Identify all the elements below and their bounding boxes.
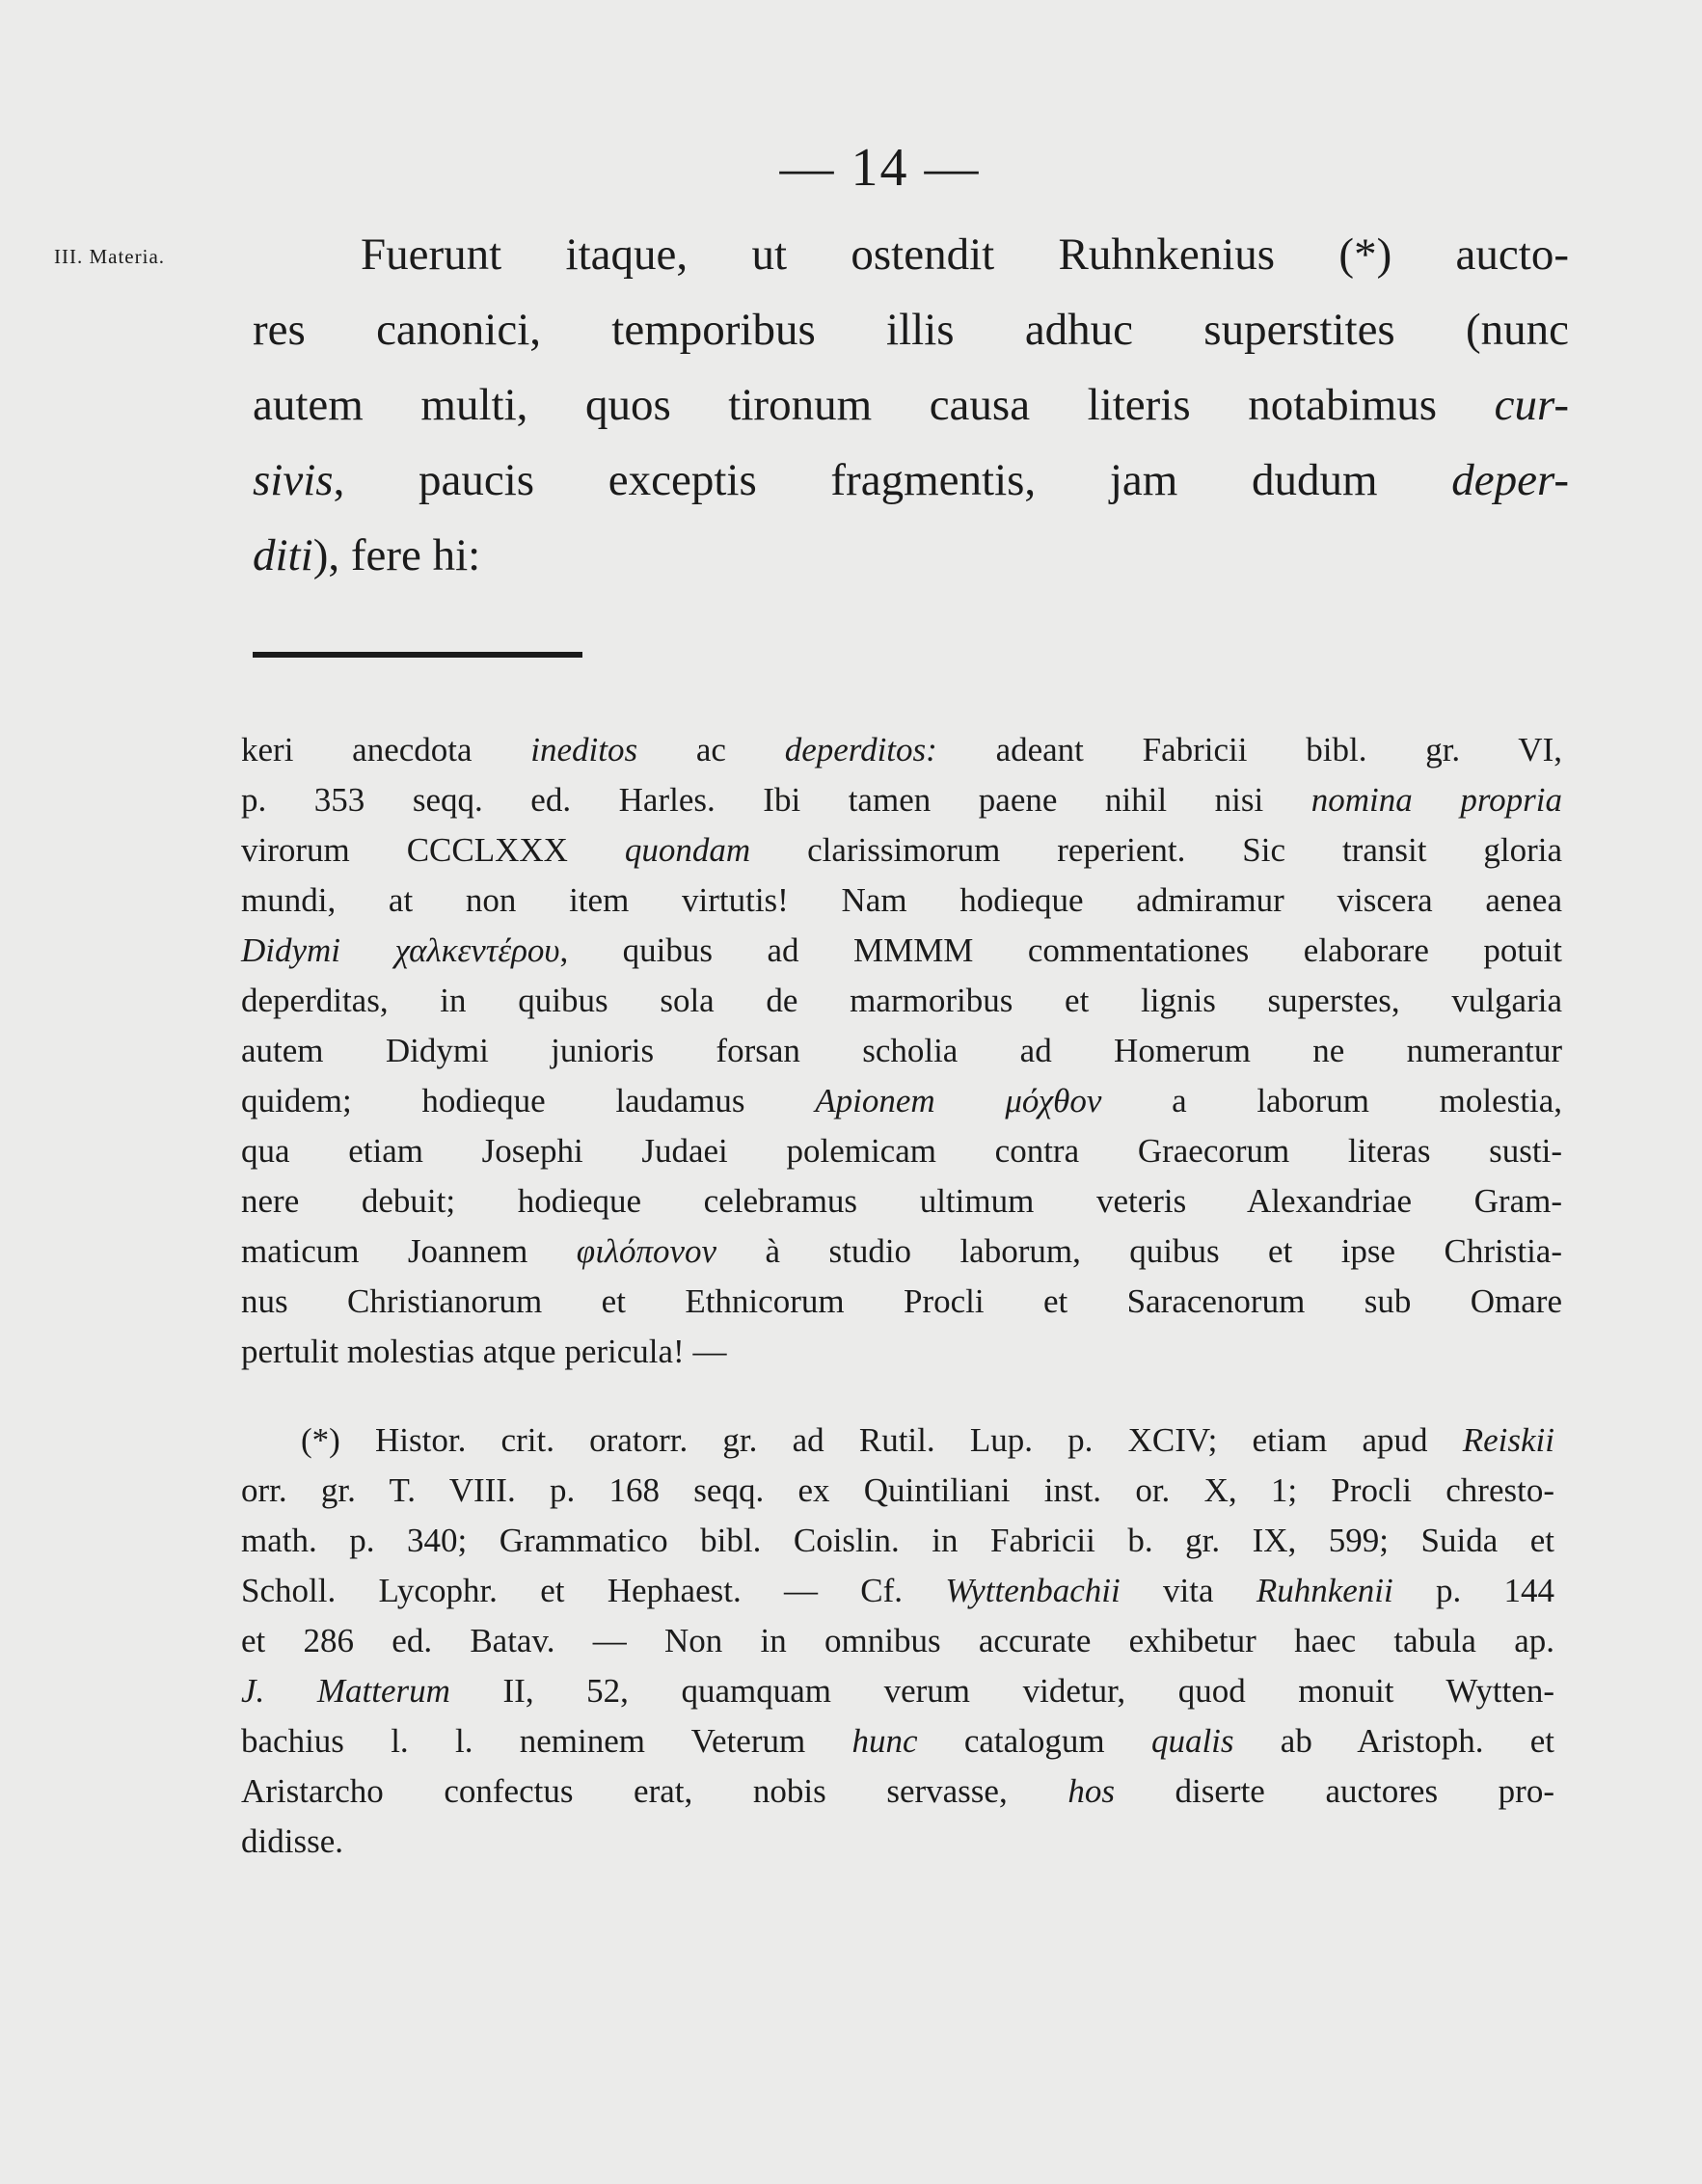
text-line: Fuerunt itaque, ut ostendit Ruhnkenius (*) aucto- (361, 229, 1569, 280)
italic-text: quondam (624, 831, 751, 869)
page-number: — 14 — (779, 138, 981, 198)
italic-text: qualis (1150, 1722, 1234, 1760)
italic-text: deperditos: (784, 731, 937, 768)
footnote (241, 1416, 1554, 1867)
italic-text: nomina propria (1310, 781, 1562, 819)
footnote-line: Aristarcho confectus erat, nobis servasse, hos diserte auctores pro- (241, 1772, 1554, 1810)
note-line: Didymi χαλκεντέρου, quibus ad MMMM commentationes elaborare potuit (241, 931, 1562, 969)
italic-text: hunc (851, 1722, 918, 1760)
footnote-line: orr. gr. T. VIII. p. 168 seqq. ex Quintiliani inst. or. X, 1; Procli chresto- (241, 1471, 1554, 1509)
footnote-line: didisse. (241, 1822, 343, 1860)
italic-text: ineditos (530, 731, 638, 768)
section-rule (253, 652, 582, 658)
footnote-line: Scholl. Lycophr. et Hephaest. — Cf. Wyttenbachii vita Ruhnkenii p. 144 (241, 1572, 1555, 1609)
text-line: diti), fere hi: (253, 530, 481, 580)
note-line: deperditas, in quibus sola de marmoribus et lignis superstes, vulgaria (241, 982, 1562, 1019)
text-line: sivis, paucis exceptis fragmentis, jam dudum deper- (253, 455, 1569, 505)
note-line: virorum CCCLXXX quondam clarissimorum reperient. Sic transit gloria (241, 831, 1563, 869)
note-line: p. 353 seqq. ed. Harles. Ibi tamen paene nihil nisi nomina propria (241, 781, 1562, 819)
note-line: mundi, at non item virtutis! Nam hodieque admiramur viscera aenea (241, 881, 1562, 919)
note-line: nere debuit; hodieque celebramus ultimum veteris Alexandriae Gram- (241, 1182, 1562, 1220)
italic-text: cur- (1494, 380, 1569, 430)
note-line: nus Christianorum et Ethnicorum Procli et Saracenorum sub Omare (241, 1282, 1562, 1320)
italic-text: Reiskii (1462, 1421, 1554, 1459)
italic-text: deper- (1451, 455, 1569, 505)
main-paragraph (253, 217, 1569, 593)
footnote-line: et 286 ed. Batav. — Non in omnibus accurate exhibetur haec tabula ap. (241, 1622, 1554, 1659)
italic-text: diti (253, 530, 313, 580)
note-line: quidem; hodieque laudamus Apionem μόχθον a laborum molestia, (241, 1082, 1562, 1119)
footnote-line: (*) Histor. crit. oratorr. gr. ad Rutil. Lup. p. XCIV; etiam apud Reiskii (301, 1421, 1554, 1459)
italic-text: J. Matterum (241, 1672, 450, 1710)
footnote-line: math. p. 340; Grammatico bibl. Coislin. in Fabricii b. gr. IX, 599; Suida et (241, 1522, 1554, 1559)
note-line: qua etiam Josephi Judaei polemicam contra Graecorum literas susti- (241, 1132, 1562, 1170)
note-line: autem Didymi junioris forsan scholia ad Homerum ne numerantur (241, 1032, 1562, 1069)
italic-text: Wyttenbachii (945, 1572, 1121, 1609)
note-line: maticum Joannem φιλόπονον à studio laborum, quibus et ipse Christia- (241, 1232, 1562, 1270)
italic-text: Ruhnkenii (1256, 1572, 1393, 1609)
note-line: pertulit molestias atque pericula! — (241, 1333, 727, 1370)
note-line: keri anecdota ineditos ac deperditos: adeant Fabricii bibl. gr. VI, (241, 731, 1562, 768)
footnote-line: J. Matterum II, 52, quamquam verum videtur, quod monuit Wytten- (241, 1672, 1554, 1710)
text-line: autem multi, quos tironum causa literis notabimus cur- (253, 380, 1569, 430)
italic-text: hos (1067, 1772, 1115, 1810)
margin-note: III. Materia. (54, 245, 166, 268)
italic-text: sivis (253, 455, 334, 505)
text-line: res canonici, temporibus illis adhuc superstites (nunc (253, 305, 1569, 355)
notes-paragraph (241, 725, 1562, 1377)
italic-text: Apionem μόχθον (815, 1082, 1102, 1119)
italic-text: φιλόπονον (576, 1232, 717, 1270)
italic-text: Didymi χαλκεντέρου (241, 931, 560, 969)
footnote-line: bachius l. l. neminem Veterum hunc catalogum qualis ab Aristoph. et (241, 1722, 1555, 1760)
